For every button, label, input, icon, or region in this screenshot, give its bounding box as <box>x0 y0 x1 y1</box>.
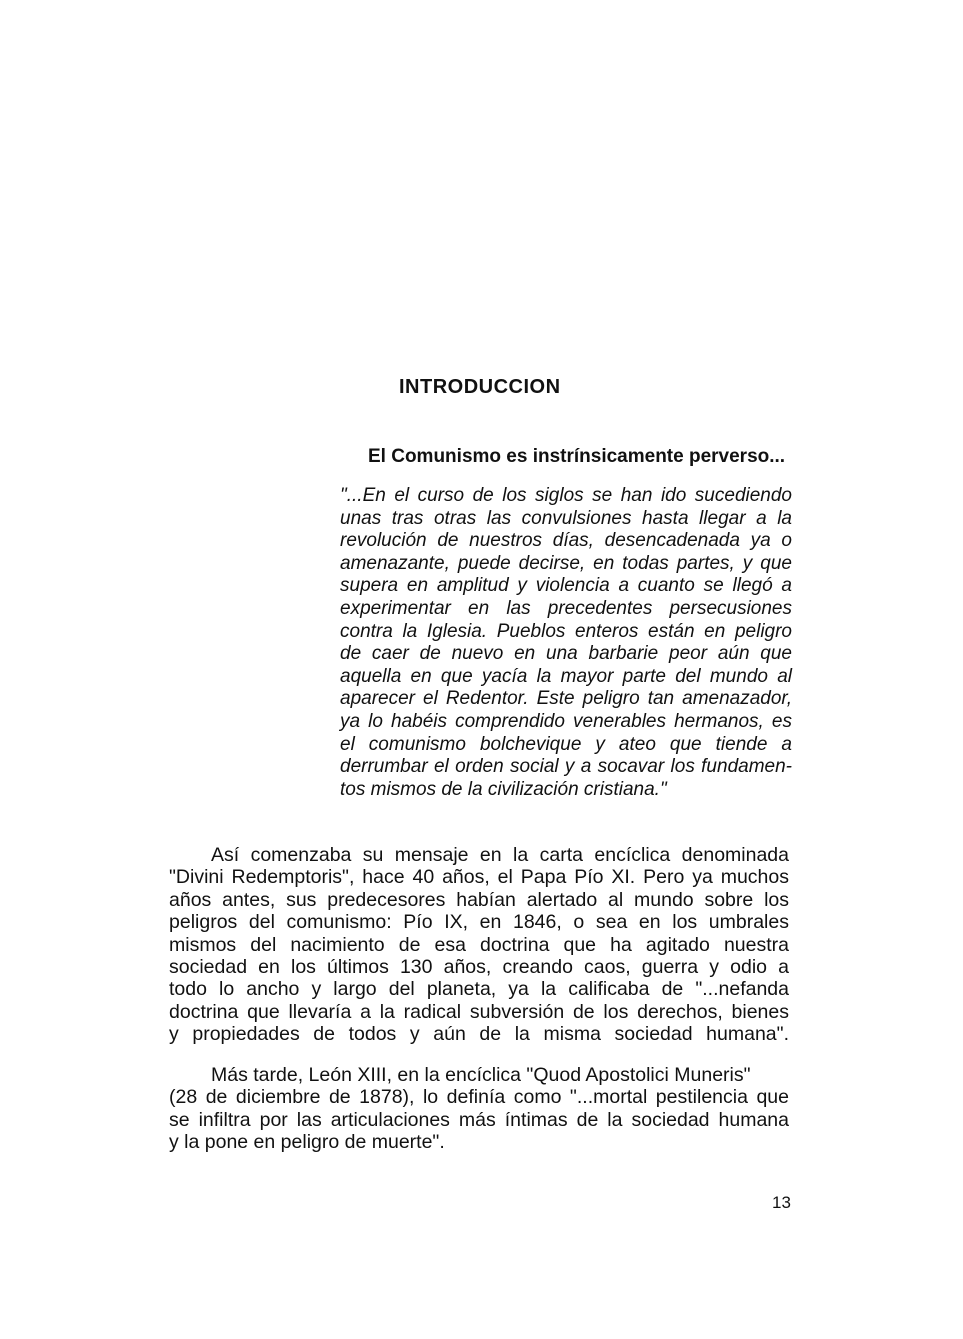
body-paragraph-2 <box>169 1064 789 1154</box>
paragraph-line: peligros del comunismo: Pío IX, en 1846, o sea en los umbrales <box>169 911 789 934</box>
paragraph-line: y la pone en peligro de muerte". <box>169 1131 445 1154</box>
quote-line: experimentar en las precedentes persecusiones <box>340 597 792 619</box>
paragraph-line: todo lo ancho y largo del planeta, ya la calificaba de "...nefanda <box>169 978 789 1001</box>
page-number: 13 <box>772 1193 791 1212</box>
paragraph-line: (28 de diciembre de 1878), lo definía como "...mortal pestilencia que <box>169 1086 789 1109</box>
quote-line: derrumbar el orden social y a socavar los fundamen- <box>340 756 792 778</box>
quote-line: revolución de nuestros días, desencadenada ya o <box>340 530 792 552</box>
quote-line: de caer de nuevo en una barbarie peor aún que <box>340 643 792 665</box>
quote-line: el comunismo bolchevique y ateo que tiende a <box>340 733 792 755</box>
paragraph-line: años antes, sus predecesores habían alertado al mundo sobre los <box>169 888 789 911</box>
paragraph-line: se infiltra por las articulaciones más íntimas de la sociedad humana <box>169 1108 789 1131</box>
quote-line: supera en amplitud y violencia a cuanto se llegó a <box>340 575 792 597</box>
quote-line: aparecer el Redentor. Este peligro tan amenazador, <box>340 688 792 710</box>
paragraph-line: "Divini Redemptoris", hace 40 años, el Papa Pío XI. Pero ya muchos <box>169 866 789 889</box>
quote-line: tos mismos de la civilización cristiana." <box>340 778 667 800</box>
quote-line: amenazante, puede decirse, en todas partes, y que <box>340 552 792 574</box>
paragraph-line: y propiedades de todos y aún de la misma sociedad humana". <box>169 1023 789 1046</box>
paragraph-line: sociedad en los últimos 130 años, creando caos, guerra y odio a <box>169 956 789 979</box>
body-paragraph-1 <box>169 844 789 1046</box>
quote-line: "...En el curso de los siglos se han ido sucediendo <box>340 485 792 506</box>
quote-line: unas tras otras las convulsiones hasta llegar a la <box>340 507 792 529</box>
quote-line: aquella en que yacía la mayor parte del mundo al <box>340 665 792 687</box>
quote-line: contra la Iglesia. Pueblos enteros están en peligro <box>340 620 792 642</box>
paragraph-line: doctrina que llevaría a la radical subversión de los derechos, bienes <box>169 1000 789 1023</box>
quote-line: ya lo habéis comprendido venerables hermanos, es <box>340 710 792 732</box>
paragraph-line: mismos del nacimiento de esa doctrina que ha agitado nuestra <box>169 933 789 956</box>
paragraph-line: Así comenzaba su mensaje en la carta encíclica denominada <box>211 844 789 866</box>
encyclical-quote <box>340 485 792 801</box>
section-subheading: El Comunismo es instrínsicamente perverso... <box>368 446 786 467</box>
paragraph-line: Más tarde, León XIII, en la encíclica "Quod Apostolici Muneris" <box>211 1064 751 1086</box>
chapter-heading: INTRODUCCION <box>399 376 561 398</box>
